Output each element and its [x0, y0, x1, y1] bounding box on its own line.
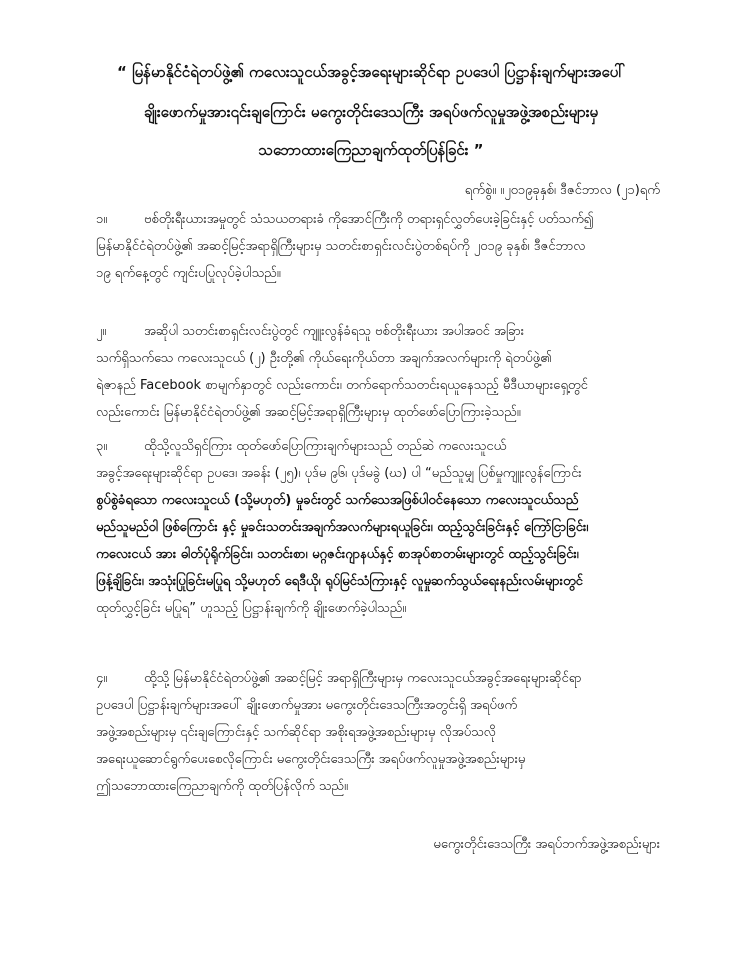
paragraph-line: ထို့သို့ မြန်မာနိုင်ငံရဲတပ်ဖွဲ့၏ အဆင့်မြင့် အရာရှိကြီးများမှ ကလေးသူငယ်အခွင့်အရေးများဆိုင်ရာ	[144, 671, 582, 686]
paragraph-number: ၁။	[96, 212, 108, 227]
document-title-line-2: ချိုးဖောက်မှုအား၎င်းချကြောင်း မကွေးတိုင်းဒေသကြီး အရပ်ဖက်လူမှုအဖွဲ့အစည်းများမှ	[143, 103, 599, 121]
document-title-line-1: “ မြန်မာနိုင်ငံရဲတပ်ဖွဲ့၏ ကလေးသူငယ်အခွင့်အရေးများဆိုင်ရာ ဥပဒေပါ ပြဋ္ဌာန်းချက်များအပေါ်	[117, 63, 625, 81]
paragraph-1	[96, 206, 676, 287]
paragraph-line: အရေးယူဆောင်ရွက်ပေးစေလိုကြောင်း မကွေးတိုင်းဒေသကြီး အရပ်ဖက်လူမှုအဖွဲ့အစည်းများမှ	[96, 752, 526, 767]
paragraph-3	[96, 433, 676, 622]
paragraph-line-emphasis: ဖြန့်ချိခြင်း၊ အသုံးပြုခြင်းမပြုရ သို့မဟုတ် ရေဒီယို၊ ရုပ်မြင်သံကြားနှင့် လူမှုဆက်သွယ်ရေးနည်းလမ်းများတွင်	[96, 574, 583, 589]
paragraph-line: ဗစ်တိုးရီးယားအမှုတွင် သံသယတရားခံ ကိုအောင်ကြီးကို တရားရှင်လွှတ်ပေးခဲ့ခြင်းနှင့် ပတ်သက်၍	[144, 212, 594, 227]
paragraph-line: လည်းကောင်း မြန်မာနိုင်ငံရဲတပ်ဖွဲ့၏ အဆင့်မြင့်အရာရှိကြီးများမှ ထုတ်ဖော်ပြောကြားခဲ့သည်။	[96, 405, 521, 420]
paragraph-line: အဆိုပါ သတင်းစာရှင်းလင်းပွဲတွင် ကျူးလွန်ခံရသူ ဗစ်တိုးရီးယား အပါအဝင် အခြား	[144, 324, 525, 339]
paragraph-line: ထိုသို့လူသိရှင်ကြား ထုတ်ဖော်ပြောကြားချက်များသည် တည်ဆဲ ကလေးသူငယ်	[144, 439, 507, 454]
document-title-line-3: သဘောထားကြေညာချက်ထုတ်ပြန်ခြင်း ”	[258, 141, 484, 159]
paragraph-line: ဥပဒေပါ ပြဋ္ဌာန်းချက်များအပေါ် ချိုးဖောက်မှုအား မကွေးတိုင်းဒေသကြီးအတွင်းရှိ အရပ်ဖက်	[96, 698, 518, 713]
paragraph-line-emphasis: ကလေးငယ် အား ဓါတ်ပုံရိုက်ခြင်း၊ သတင်းစာ၊ မဂ္ဂဇင်းဂျာနယ်နှင့် စာအုပ်စာတမ်းများတွင် ထည့်သွင်းခြင်း၊	[96, 547, 579, 562]
paragraph-line: အဖွဲ့အစည်းများမှ ၎င်းချကြောင်းနှင့် သက်ဆိုင်ရာ အစိုးရအဖွဲ့အစည်းများမှ လိုအပ်သလို	[96, 725, 496, 740]
paragraph-line: သက်ရှိသက်သေ ကလေးသူငယ် (၂) ဦးတို့၏ ကိုယ်ရေးကိုယ်တာ အချက်အလက်များကို ရဲတပ်ဖွဲ့၏	[96, 351, 552, 366]
paragraph-line-emphasis: မည်သူမည်ဝါ ဖြစ်ကြောင်း နှင့် မှုခင်းသတင်းအချက်အလက်များရယူခြင်း၊ ထည့်သွင်းခြင်းနှင့် ကြော်ငြာခြင်း၊	[96, 520, 589, 535]
paragraph-2	[96, 318, 676, 426]
paragraph-line: ထုတ်လွှင့်ခြင်း မပြုရ” ဟူသည့် ပြဋ္ဌာန်းချက်ကို ချိုးဖောက်ခဲ့ပါသည်။	[96, 601, 407, 616]
paragraph-number: ၃။	[96, 439, 108, 454]
signature: မကွေးတိုင်းဒေသကြီး အရပ်ဘက်အဖွဲ့အစည်းများ	[433, 837, 660, 852]
paragraph-number: ၄။	[96, 671, 108, 686]
paragraph-line: ဤသဘောထားကြေညာချက်ကို ထုတ်ပြန်လိုက် သည်။	[96, 779, 348, 794]
paragraph-line: ရဲဇာနည် Facebook စာမျက်နှာတွင် လည်းကောင်း၊ တက်ရောက်သတင်းရယူနေသည့် မီဒီယာများရှေ့တွင်	[96, 378, 588, 393]
paragraph-line: မြန်မာနိုင်ငံရဲတပ်ဖွဲ့၏ အဆင့်မြင့်အရာရှိကြီးများမှ သတင်းစာရှင်းလင်းပွဲတစ်ရပ်ကို ၂၀၁၉ ခုနှစ်၊ ဒီဇင်ဘာလ	[96, 239, 586, 254]
document-date: ရက်စွဲ။ ။၂၀၁၉ခုနှစ်၊ ဒီဇင်ဘာလ (၂၁)ရက်	[464, 183, 660, 198]
paragraph-4	[96, 665, 676, 800]
paragraph-line-emphasis: စွပ်စွဲခံရသော ကလေးသူငယ် (သို့မဟုတ်) မှုခင်းတွင် သက်သေအဖြစ်ပါဝင်နေသော ကလေးသူငယ်သည်	[96, 493, 579, 508]
paragraph-line: ၁၉ ရက်နေ့တွင် ကျင်းပပြုလုပ်ခဲ့ပါသည်။	[96, 266, 281, 281]
paragraph-number: ၂။	[96, 324, 107, 339]
paragraph-line: အခွင့်အရေးများဆိုင်ရာ ဥပဒေ၊ အခန်း (၂၅)၊ ပုဒ်မ ၉၆၊ ပုဒ်မခွဲ (ဃ) ပါ “မည်သူမျှ ပြစ်မှုကျူးလွန်ကြောင်း	[96, 466, 582, 481]
